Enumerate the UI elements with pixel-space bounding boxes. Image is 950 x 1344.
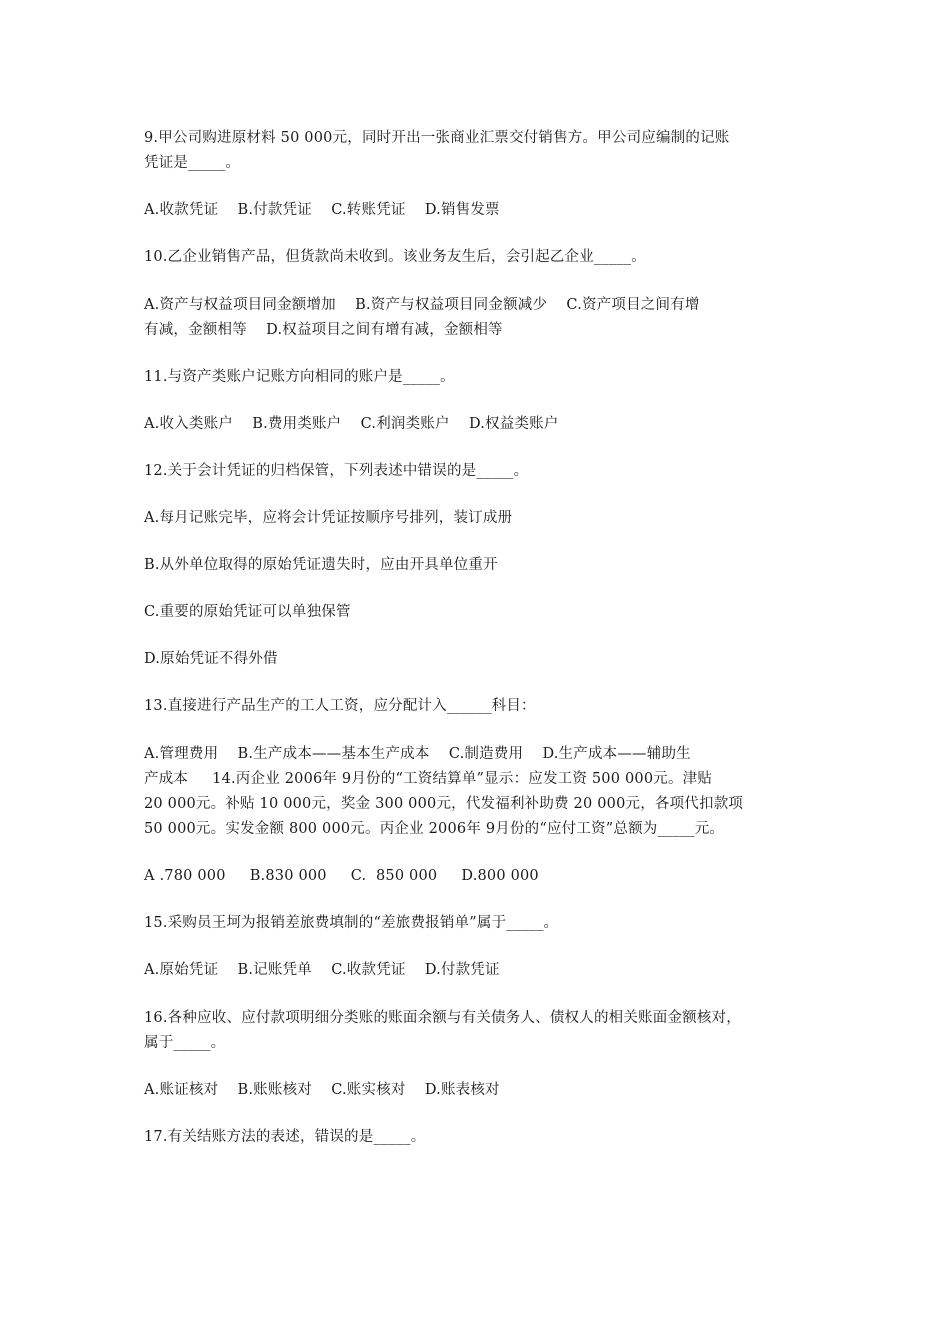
q17-text: 17.有关结账方法的表述，错误的是_____。 <box>144 1129 426 1145</box>
q12-option-c: C.重要的原始凭证可以单独保管 <box>144 604 351 620</box>
q9-text-line2: 凭证是_____。 <box>144 155 241 171</box>
q12-option-a: A.每月记账完毕，应将会计凭证按顺序号排列，装订成册 <box>144 510 513 526</box>
q9-options: A.收款凭证 B.付款凭证 C.转账凭证 D.销售发票 <box>144 202 500 218</box>
q13-text: 13.直接进行产品生产的工人工资，应分配计入______科目： <box>144 698 536 714</box>
q16-text-line2: 属于_____。 <box>144 1035 226 1051</box>
q14-options: A .780 000 B.830 000 C. 850 000 D.800 000 <box>144 868 539 884</box>
q12-text: 12.关于会计凭证的归档保管，下列表述中错误的是_____。 <box>144 463 529 479</box>
q10-options-line1: A.资产与权益项目同金额增加 B.资产与权益项目同金额减少 C.资产项目之间有增 <box>144 297 700 313</box>
q10-text: 10.乙企业销售产品，但货款尚未收到。该业务友生后，会引起乙企业_____。 <box>144 249 646 265</box>
q16-options: A.账证核对 B.账账核对 C.账实核对 D.账表核对 <box>144 1082 500 1098</box>
q13-q14-line: 产成本 14.丙企业 2006年 9月份的“工资结算单”显示：应发工资 500 000元。津贴 <box>144 771 713 787</box>
q13-options-line1: A.管理费用 B.生产成本——基本生产成本 C.制造费用 D.生产成本——辅助生 <box>144 746 691 762</box>
q12-option-b: B.从外单位取得的原始凭证遗失时，应由开具单位重开 <box>144 557 498 573</box>
q11-text: 11.与资产类账户记账方向相同的账户是_____。 <box>144 369 455 385</box>
q10-options-line2: 有减，金额相等 D.权益项目之间有增有减，金额相等 <box>144 322 503 338</box>
q9-text-line1: 9.甲公司购进原材料 50 000元，同时开出一张商业汇票交付销售方。甲公司应编制的记账 <box>144 130 730 146</box>
q14-text-line3: 50 000元。实发金额 800 000元。丙企业 2006年 9月份的“应付工资”总额为_____元。 <box>144 821 725 837</box>
q14-text-line2: 20 000元。补贴 10 000元，奖金 300 000元，代发福利补助费 20 000元，各项代扣款项 <box>144 796 744 812</box>
q12-option-d: D.原始凭证不得外借 <box>144 651 278 667</box>
q16-text-line1: 16.各种应收、应付款项明细分类账的账面余额与有关债务人、债权人的相关账面金额核对， <box>144 1010 741 1026</box>
q15-options: A.原始凭证 B.记账凭单 C.收款凭证 D.付款凭证 <box>144 962 500 978</box>
q15-text: 15.采购员王坷为报销差旅费填制的“差旅费报销单”属于_____。 <box>144 915 559 931</box>
q11-options: A.收入类账户 B.费用类账户 C.利润类账户 D.权益类账户 <box>144 416 559 432</box>
